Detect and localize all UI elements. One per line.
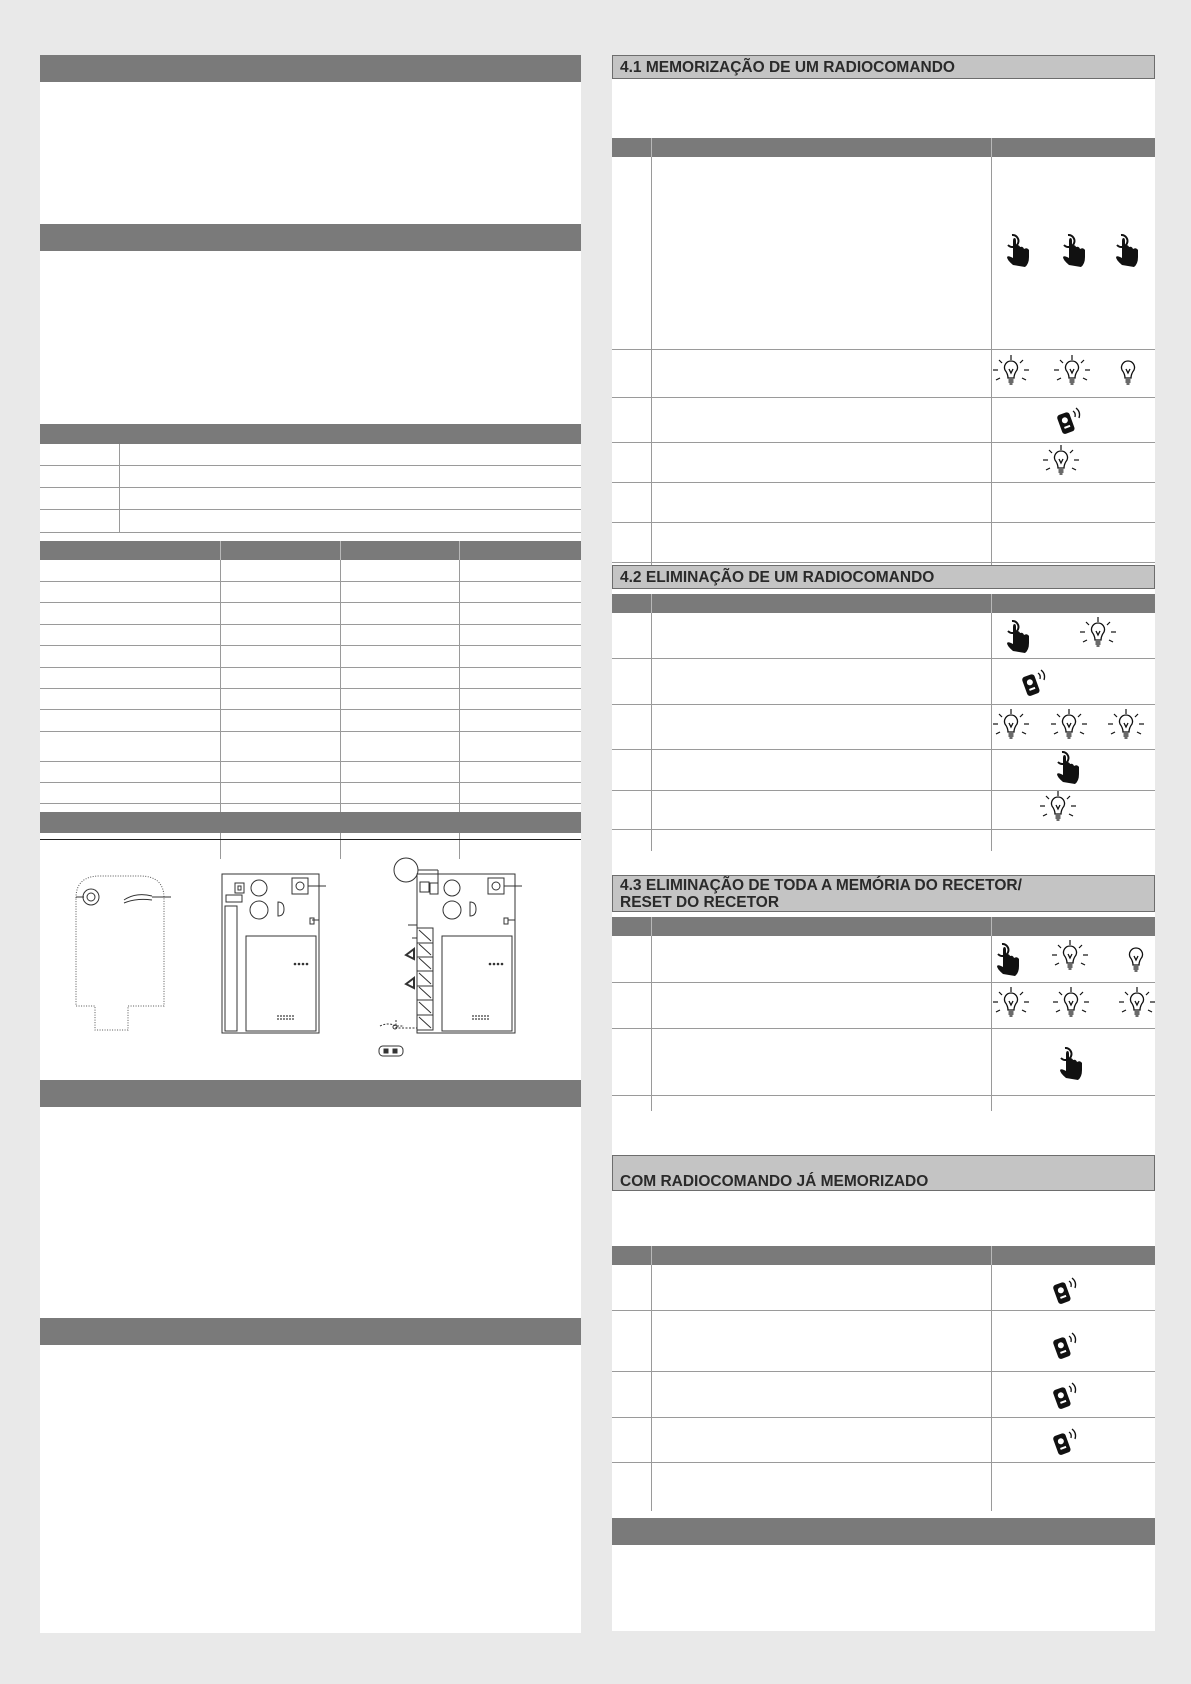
remote-transmit-icon [1019,667,1047,697]
remote-transmit-icon [1054,405,1082,435]
hand-press-icon [1060,231,1088,269]
bulb-blink-icon [1041,443,1081,483]
section-header-bar-2 [40,224,581,251]
section-header-bar-5 [40,1080,581,1107]
section-header-bar-1 [40,55,581,82]
section-header-bar-3 [40,424,581,444]
bulb-blink-icon [1051,985,1091,1025]
hand-press-icon [1004,231,1032,269]
section-title-4-1 [612,55,1155,79]
section-title-4-2-text: 4.2 ELIMINAÇÃO DE UM RADIOCOMANDO [620,569,935,586]
bulb-on-icon [1108,353,1148,393]
section-title-4-2 [612,565,1155,589]
bulb-blink-icon [1106,707,1146,747]
bulb-blink-icon [991,707,1031,747]
bulb-blink-icon [1049,707,1089,747]
section-title-4-1-text: 4.1 MEMORIZAÇÃO DE UM RADIOCOMANDO [620,59,955,76]
bulb-on-icon [1116,940,1156,980]
bulb-blink-icon [991,985,1031,1025]
section-header-bar-right-bottom [612,1518,1155,1545]
remote-transmit-icon [1050,1426,1078,1456]
section-title-4-4 [612,1155,1155,1191]
remote-transmit-icon [1050,1275,1078,1305]
hand-press-icon [1054,748,1082,786]
bulb-blink-icon [1117,985,1157,1025]
bulb-blink-icon [1050,938,1090,978]
hand-press-icon [1057,1044,1085,1082]
section-title-4-3-line2: RESET DO RECETOR [620,894,780,911]
bulb-blink-icon [991,353,1031,393]
section-title-4-4-text: COM RADIOCOMANDO JÁ MEMORIZADO [620,1173,929,1190]
hand-press-icon [1113,231,1141,269]
section-title-4-3-line1: 4.3 ELIMINAÇÃO DE TODA A MEMÓRIA DO RECETOR/ [620,877,1022,894]
bulb-blink-icon [1078,615,1118,655]
remote-transmit-icon [1050,1330,1078,1360]
section-title-4-3 [612,875,1155,912]
left-column [40,55,581,1633]
hand-press-icon [1004,617,1032,655]
remote-transmit-icon [1050,1380,1078,1410]
section-header-bar-6 [40,1318,581,1345]
hand-press-icon [994,940,1022,978]
bulb-blink-icon [1052,353,1092,393]
bulb-blink-icon [1038,789,1078,829]
